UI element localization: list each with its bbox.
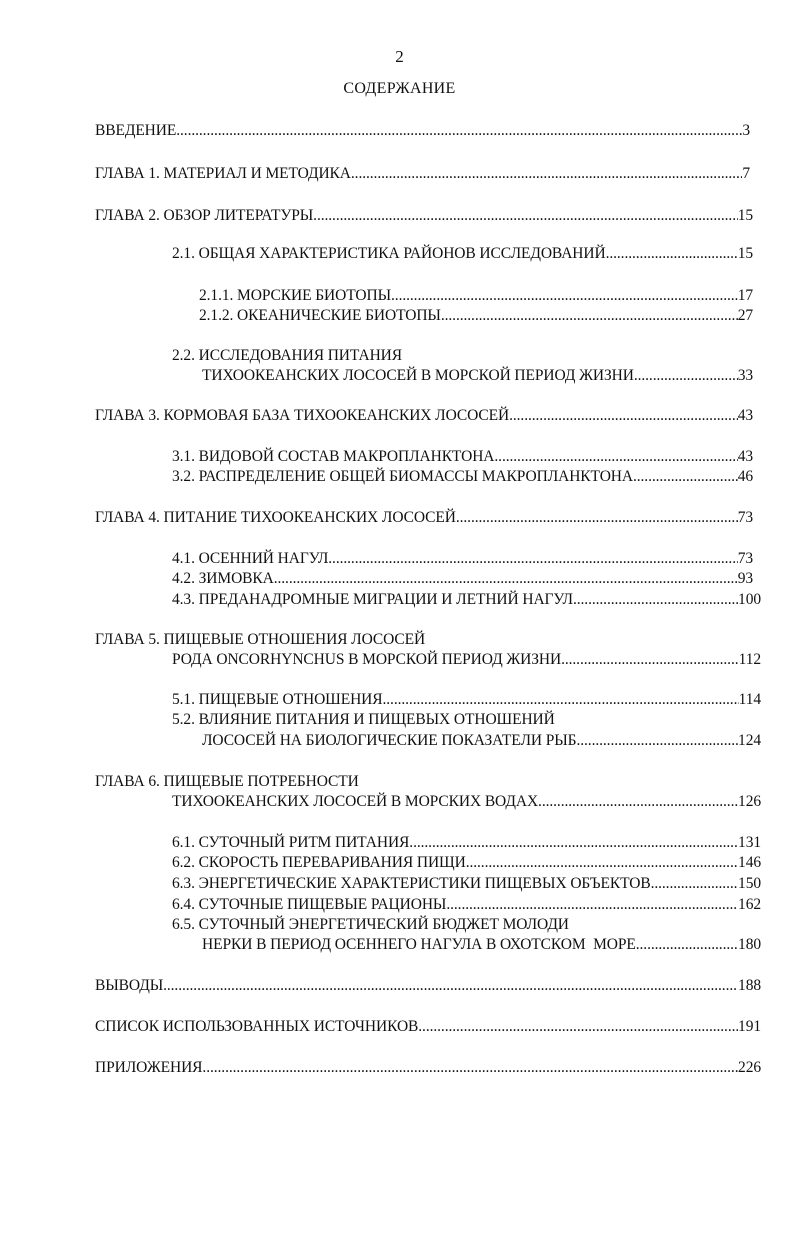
toc-entry-section-3-2[interactable]: [172, 467, 753, 487]
toc-entry-appendices[interactable]: [95, 1058, 761, 1078]
leader-dots: [509, 406, 738, 426]
toc-entry-title: ПРИЛОЖЕНИЯ: [95, 1059, 203, 1076]
toc-entry-title: 2.1. ОБЩАЯ ХАРАКТЕРИСТИКА РАЙОНОВ ИССЛЕДОВАНИЙ: [172, 245, 606, 262]
toc-entry-page: 126: [738, 793, 761, 810]
leader-dots: [441, 306, 738, 326]
toc-entry-title: 6.1. СУТОЧНЫЙ РИТМ ПИТАНИЯ: [172, 834, 410, 851]
toc-entry-title: 4.3. ПРЕДАНАДРОМНЫЕ МИГРАЦИИ И ЛЕТНИЙ НАГУЛ: [172, 591, 573, 608]
page-number: 2: [395, 47, 404, 66]
leader-dots: [202, 1058, 738, 1078]
leader-dots: [418, 1017, 738, 1037]
leader-dots: [576, 731, 738, 751]
toc-entry-title: ТИХООКЕАНСКИХ ЛОСОСЕЙ В МОРСКИХ ВОДАХ: [172, 793, 539, 810]
leader-dots: [466, 853, 738, 873]
toc-entry-page: 162: [738, 896, 761, 913]
toc-entry-page: 27: [737, 307, 753, 324]
toc-entry-title: 6.2. СКОРОСТЬ ПЕРЕВАРИВАНИЯ ПИЩИ: [172, 854, 466, 871]
toc-entry-title: ГЛАВА 4. ПИТАНИЕ ТИХООКЕАНСКИХ ЛОСОСЕЙ: [95, 509, 456, 526]
toc-entry-title: 3.1. ВИДОВОЙ СОСТАВ МАКРОПЛАНКТОНА: [172, 448, 495, 465]
leader-dots: [274, 569, 738, 589]
toc-entry-title: ЛОСОСЕЙ НА БИОЛОГИЧЕСКИЕ ПОКАЗАТЕЛИ РЫБ: [202, 732, 577, 749]
toc-entry-section-6-5-line1[interactable]: 6.5. СУТОЧНЫЙ ЭНЕРГЕТИЧЕСКИЙ БЮДЖЕТ МОЛОДИ: [172, 916, 569, 933]
leader-dots: [456, 508, 738, 528]
toc-entry-section-6-5[interactable]: [202, 935, 761, 955]
toc-entry-page: 191: [738, 1018, 761, 1035]
toc-entry-page: 7: [742, 165, 750, 182]
toc-entry-section-2-1[interactable]: [172, 244, 753, 264]
toc-entry-page: 100: [738, 591, 761, 608]
toc-entry-page: 73: [737, 550, 753, 567]
toc-entry-chapter-3[interactable]: [95, 406, 753, 426]
toc-entry-page: 3: [742, 122, 750, 139]
toc-entry-page: 73: [737, 509, 753, 526]
toc-entry-page: 43: [737, 448, 753, 465]
toc-entry-section-2-1-2[interactable]: [199, 306, 753, 326]
toc-entry-page: 180: [738, 936, 761, 953]
toc-entry-title: 5.1. ПИЩЕВЫЕ ОТНОШЕНИЯ: [172, 691, 383, 708]
toc-entry-section-4-2[interactable]: [172, 569, 753, 589]
toc-entry-page: 46: [737, 468, 753, 485]
toc-entry-page: 188: [738, 977, 761, 994]
toc-entry-section-5-2[interactable]: [202, 731, 761, 751]
toc-entry-chapter-6-line1[interactable]: ГЛАВА 6. ПИЩЕВЫЕ ПОТРЕБНОСТИ: [95, 773, 359, 790]
leader-dots: [313, 206, 738, 226]
leader-dots: [328, 549, 737, 569]
toc-entry-title: СПИСОК ИСПОЛЬЗОВАННЫХ ИСТОЧНИКОВ: [95, 1018, 419, 1035]
toc-entry-page: 43: [737, 407, 753, 424]
toc-entry-page: 93: [737, 570, 753, 587]
toc-entry-title: НЕРКИ В ПЕРИОД ОСЕННЕГО НАГУЛА В ОХОТСКОМ МОРЕ: [202, 936, 636, 953]
toc-entry-title: 2.1.1. МОРСКИЕ БИОТОПЫ: [199, 287, 392, 304]
toc-entry-section-4-1[interactable]: [172, 549, 753, 569]
leader-dots: [409, 833, 738, 853]
toc-entry-chapter-4[interactable]: [95, 508, 753, 528]
toc-entry-title: ТИХООКЕАНСКИХ ЛОСОСЕЙ В МОРСКОЙ ПЕРИОД ЖИЗНИ: [202, 367, 634, 384]
toc-entry-page: 226: [738, 1059, 761, 1076]
leader-dots: [446, 895, 738, 915]
leader-dots: [391, 286, 738, 306]
leader-dots: [633, 467, 738, 487]
toc-entry-section-6-2[interactable]: [172, 853, 761, 873]
leader-dots: [573, 590, 738, 610]
toc-entry-page: 33: [737, 367, 753, 384]
leader-dots: [634, 366, 738, 386]
toc-entry-chapter-2[interactable]: [95, 206, 753, 226]
toc-entry-section-2-1-1[interactable]: [199, 286, 753, 306]
toc-entry-chapter-1[interactable]: [95, 164, 750, 184]
toc-entry-page: 146: [738, 854, 761, 871]
toc-entry-title: ВВЕДЕНИЕ: [95, 122, 177, 139]
toc-entry-title: 2.1.2. ОКЕАНИЧЕСКИЕ БИОТОПЫ: [199, 307, 441, 324]
toc-entry-conclusions[interactable]: [95, 976, 761, 996]
toc-entry-page: 150: [738, 875, 761, 892]
toc-entry-section-6-3[interactable]: [172, 874, 761, 894]
toc-entry-section-4-3[interactable]: [172, 590, 761, 610]
leader-dots: [538, 792, 738, 812]
toc-entry-title: ВЫВОДЫ: [95, 977, 164, 994]
toc-entry-section-6-4[interactable]: [172, 895, 761, 915]
toc-entry-page: 15: [737, 207, 753, 224]
toc-entry-page: 112: [738, 651, 761, 668]
toc-title: СОДЕРЖАНИЕ: [343, 80, 456, 97]
leader-dots: [651, 874, 738, 894]
toc-entry-page: 124: [738, 732, 761, 749]
leader-dots: [494, 447, 737, 467]
toc-entry-title: 6.3. ЭНЕРГЕТИЧЕСКИЕ ХАРАКТЕРИСТИКИ ПИЩЕВЫХ ОБЪЕКТОВ: [172, 875, 651, 892]
toc-entry-section-6-1[interactable]: [172, 833, 761, 853]
leader-dots: [351, 164, 742, 184]
leader-dots: [383, 690, 739, 710]
toc-entry-chapter-5[interactable]: [172, 650, 761, 670]
leader-dots: [561, 650, 739, 670]
toc-entry-section-3-1[interactable]: [172, 447, 753, 467]
leader-dots: [176, 121, 742, 141]
toc-entry-chapter-5-line1[interactable]: ГЛАВА 5. ПИЩЕВЫЕ ОТНОШЕНИЯ ЛОСОСЕЙ: [95, 631, 426, 648]
toc-entry-page: 17: [737, 287, 753, 304]
toc-entry-title: ГЛАВА 1. МАТЕРИАЛ И МЕТОДИКА: [95, 165, 351, 182]
toc-entry-title: 3.2. РАСПРЕДЕЛЕНИЕ ОБЩЕЙ БИОМАССЫ МАКРОПЛАНКТОНА: [172, 468, 633, 485]
toc-entry-section-5-1[interactable]: [172, 690, 761, 710]
leader-dots: [606, 244, 738, 264]
toc-entry-title: ГЛАВА 2. ОБЗОР ЛИТЕРАТУРЫ: [95, 207, 314, 224]
toc-entry-section-2-2-line1[interactable]: 2.2. ИССЛЕДОВАНИЯ ПИТАНИЯ: [172, 347, 403, 364]
toc-entry-title: РОДА ONCORHYNCHUS В МОРСКОЙ ПЕРИОД ЖИЗНИ: [172, 651, 562, 668]
toc-entry-title: 4.2. ЗИМОВКА: [172, 570, 274, 587]
toc-entry-section-5-2-line1[interactable]: 5.2. ВЛИЯНИЕ ПИТАНИЯ И ПИЩЕВЫХ ОТНОШЕНИЙ: [172, 711, 555, 728]
toc-entry-page: 131: [738, 834, 761, 851]
toc-entry-references[interactable]: [95, 1017, 761, 1037]
toc-entry-page: 114: [738, 691, 761, 708]
toc-entry-title: 4.1. ОСЕННИЙ НАГУЛ: [172, 550, 329, 567]
toc-entry-title: ГЛАВА 3. КОРМОВАЯ БАЗА ТИХООКЕАНСКИХ ЛОСОСЕЙ: [95, 407, 510, 424]
leader-dots: [636, 935, 738, 955]
toc-entry-chapter-6[interactable]: [172, 792, 761, 812]
toc-entry-page: 15: [737, 245, 753, 262]
leader-dots: [163, 976, 738, 996]
toc-entry-section-2-2[interactable]: [202, 366, 753, 386]
toc-entry-introduction[interactable]: [95, 121, 750, 141]
toc-entry-title: 6.4. СУТОЧНЫЕ ПИЩЕВЫЕ РАЦИОНЫ: [172, 896, 447, 913]
